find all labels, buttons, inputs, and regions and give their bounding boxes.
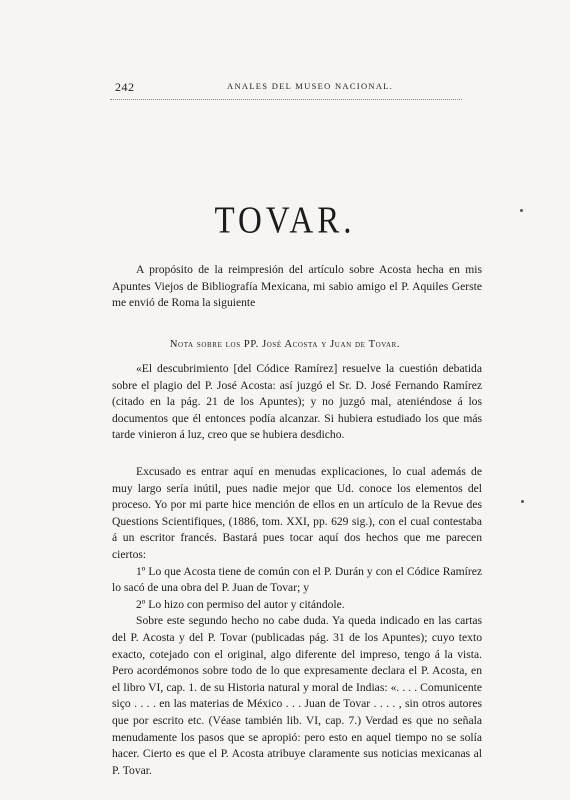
chapter-title: TOVAR.	[214, 200, 356, 242]
body-section-2	[112, 464, 482, 779]
intro-text: A propósito de la reimpresión del artículo sobre Acosta hecha en mis Apuntes Viejos de Bibliografía Mexicana, mi sabio amigo el P. Aquiles Gerste me envió de Roma la siguiente	[112, 263, 482, 310]
paragraph: Excusado es entrar aquí en menudas explicaciones, lo cual además de muy largo sería inútil, pues nadie mejor que Ud. conoce los elementos del proceso. Yo por mi parte hice mención de ellos en un artículo de la Revue des Questions Scientifiques, (1886, tom. XXI, pp. 629 sig.), con el cual contestaba á un escritor francés. Bastará pues tocar aquí dos hechos que me parecen ciertos:	[112, 465, 482, 561]
paragraph: «El descubrimiento [del Códice Ramírez] resuelve la cuestión debatida sobre el plagio del P. José Acosta: así juzgó el Sr. D. José Fernando Ramírez (citado en la pág. 21 de los Apuntes); y no juzgó mal, ateniéndose á los documentos que él entonces podía alcanzar. Si hubiera estudiado los que más tarde vinieron á luz, creo que se hubiera desdicho.	[112, 362, 482, 442]
subheading: Nota sobre los PP. José Acosta y Juan de Tovar.	[169, 339, 401, 350]
margin-speck	[520, 209, 523, 212]
paragraph: Sobre este segundo hecho no cabe duda. Ya queda indicado en las cartas del P. Acosta y del P. Tovar (publicadas pág. 31 de los Apuntes); cuyo texto exacto, cotejado con el original, algo diferente del impreso, tengo á la vista. Pero acordémonos sobre todo de lo que expresamente declara el P. Acosta, en el libro VI, cap. 1. de su Historia natural y moral de Indias: «. . . . Comunicente siço . . . . en las materias de México . . . Juan de Tovar . . . . , sin otros autores que por escrito etc. (Véase también lib. VI, cap. 7.) Verdad es que no señala menudamente los pasos que se apropió: pero esto en aquel tiempo no se solía hacer. Cierto es que el P. Acosta atribuye claramente sus noticias mexicanas al P. Tovar.	[112, 614, 482, 777]
header-rule	[110, 99, 462, 100]
page-number: 242	[115, 80, 135, 94]
paragraph: 1º Lo que Acosta tiene de común con el P. Durán y con el Códice Ramírez lo sacó de una obra del P. Juan de Tovar; y	[112, 564, 482, 595]
running-title: ANALES DEL MUSEO NACIONAL.	[227, 81, 394, 91]
intro-paragraph	[112, 262, 482, 312]
paragraph: 2º Lo hizo con permiso del autor y citándole.	[136, 597, 345, 611]
margin-speck	[521, 500, 524, 503]
body-section-1	[112, 361, 482, 444]
